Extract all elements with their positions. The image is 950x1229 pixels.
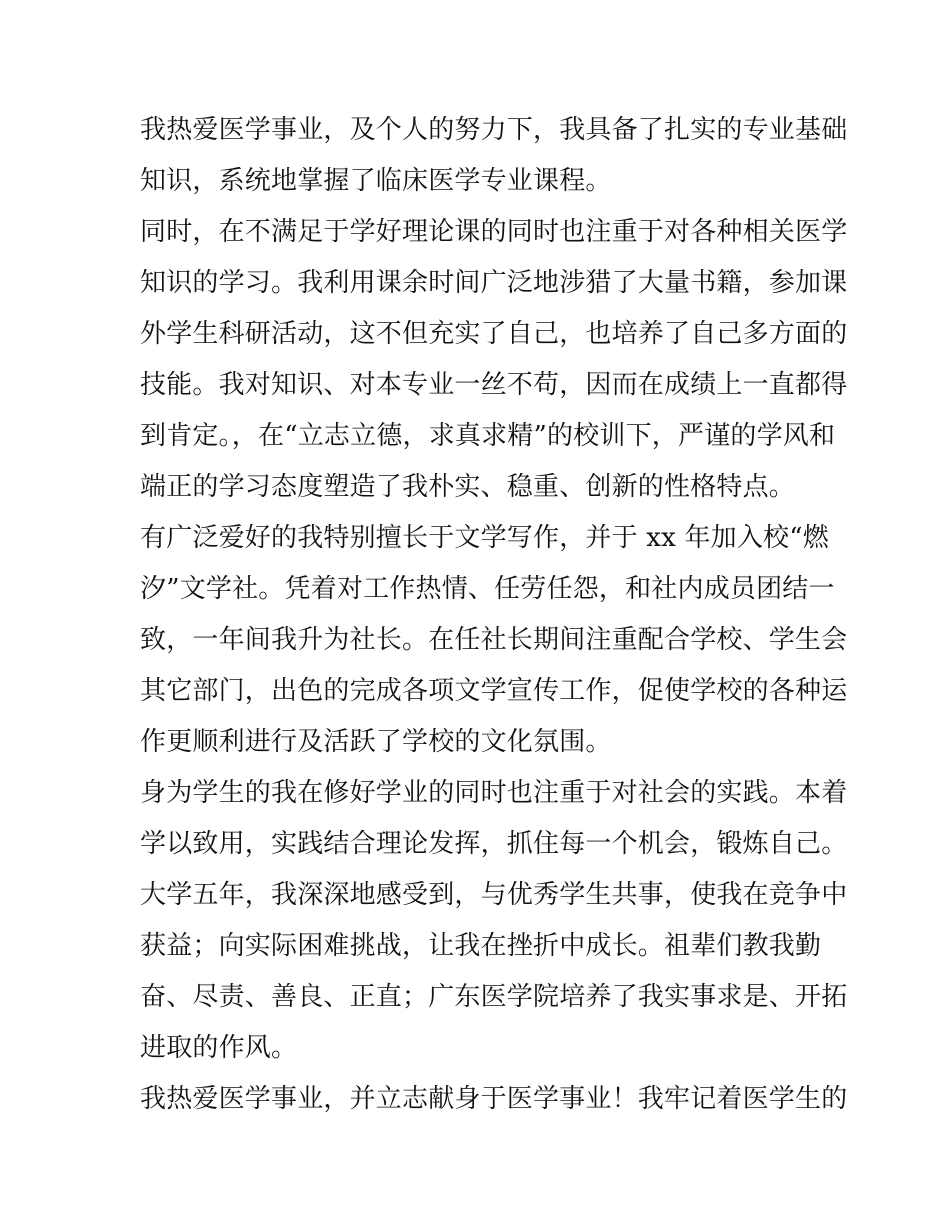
text-line: 作更顺利进行及活跃了学校的文化氛围。: [140, 727, 612, 757]
text-line: 我热爱医学事业，及个人的努力下，我具备了扎实的专业基础: [140, 115, 848, 145]
text-line: 致，一年间我升为社长。在任社长期间注重配合学校、学生会: [140, 625, 848, 655]
document-body: [140, 105, 848, 1125]
text-line: 知识的学习。我利用课余时间广泛地涉猎了大量书籍，参加课: [140, 268, 848, 298]
text-line: 大学五年，我深深地感受到，与优秀学生共事，使我在竞争中: [140, 880, 848, 910]
text-line: 外学生科研活动，这不但充实了自己，也培养了自己多方面的: [140, 319, 848, 349]
text-line: 有广泛爱好的我特别擅长于文学写作，并于 xx 年加入校“燃: [140, 523, 829, 553]
text-line: 我热爱医学事业，并立志献身于医学事业！我牢记着医学生的: [140, 1084, 848, 1114]
text-line: 进取的作风。: [140, 1033, 298, 1063]
text-line: 身为学生的我在修好学业的同时也注重于对社会的实践。本着: [140, 778, 848, 808]
text-line: 同时，在不满足于学好理论课的同时也注重于对各种相关医学: [140, 217, 848, 247]
text-line: 到肯定。，在“立志立德，求真求精”的校训下，严谨的学风和: [140, 421, 836, 451]
text-line: 端正的学习态度塑造了我朴实、稳重、创新的性格特点。: [140, 472, 796, 502]
text-line: 知识，系统地掌握了临床医学专业课程。: [140, 166, 612, 196]
text-line: 奋、尽责、善良、正直；广东医学院培养了我实事求是、开拓: [140, 982, 848, 1012]
text-line: 获益；向实际困难挑战，让我在挫折中成长。祖辈们教我勤: [140, 931, 822, 961]
text-line: 技能。我对知识、对本专业一丝不苟，因而在成绩上一直都得: [140, 370, 848, 400]
text-line: 学以致用，实践结合理论发挥，抓住每一个机会，锻炼自己。: [140, 829, 848, 859]
text-line: 汐”文学社。凭着对工作热情、任劳任怨，和社内成员团结一: [140, 574, 835, 604]
text-line: 其它部门，出色的完成各项文学宣传工作，促使学校的各种运: [140, 676, 848, 706]
